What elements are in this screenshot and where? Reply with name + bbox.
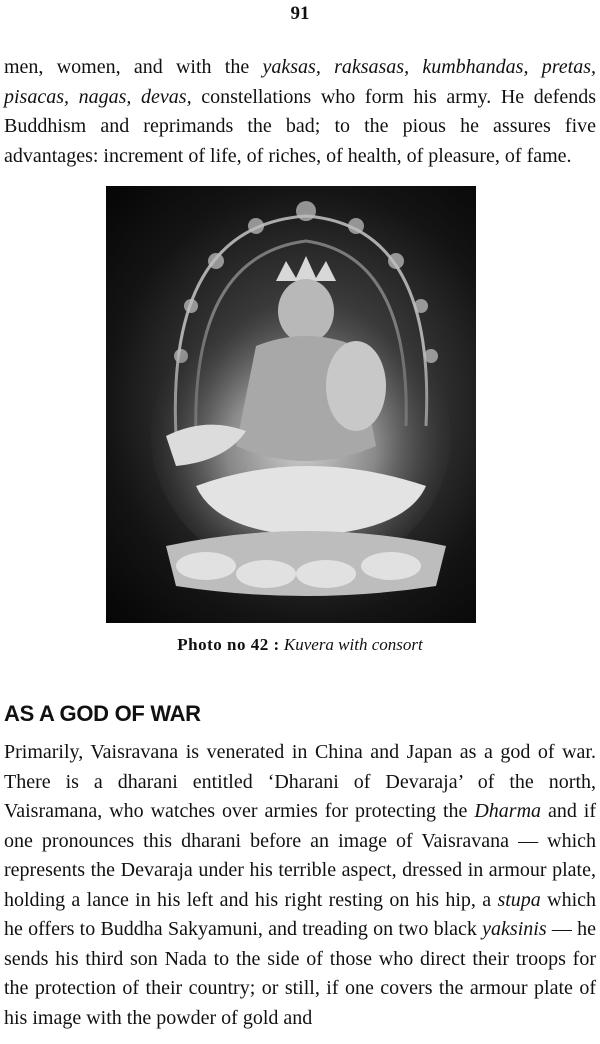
section-heading: AS A GOD OF WAR [4,701,201,726]
paragraph-italic-text: Dharma [474,800,542,822]
paragraph-text: and if one pronounces this dharani before an image of Vaisravana — which represents the Devaraja under his terrible aspect, dressed in armour plate, holding a lance in his left and his right resting on his hip, a [4,800,597,911]
paragraph-italic-text: stupa [497,888,541,911]
paragraph-text: Primarily, Vaisravana is venerated in China and Japan as a god of war. There is a dharani entitled ‘Dharani of Devaraja’ of the north, Vaisramana, who watches over armies for protecting the [4,741,596,822]
paragraph-italic-text: yaksinis [482,918,547,940]
page-number: 91 [290,3,310,24]
paragraph-text: men, women, and with the [4,56,263,78]
paragraph-army [4,53,596,171]
caption-label: Photo no 42 : [177,635,280,654]
kuvera-photo [106,186,476,623]
paragraph-god-of-war [4,738,596,1033]
caption-text: Kuvera with consort [283,635,423,654]
paragraph-text: constellations who form his army. He defends Buddhism and reprimands the bad; to the pious he assures five advantages: increment of life, of riches, of health, of pleasure, of fame. [4,85,596,167]
paragraph-italic-text: yaksas, raksasas, kumbhandas, pretas, pisacas, nagas, devas, [4,56,596,108]
photo-caption [0,635,600,655]
paragraph-text: — he sends his third son Nada to the side of those who direct their troops for the protection of their country; or still, if one covers the armour plate of his image with the powder of gold and [4,918,596,1029]
paragraph-text: which he offers to Buddha Sakyamuni, and treading on two black [4,888,596,940]
